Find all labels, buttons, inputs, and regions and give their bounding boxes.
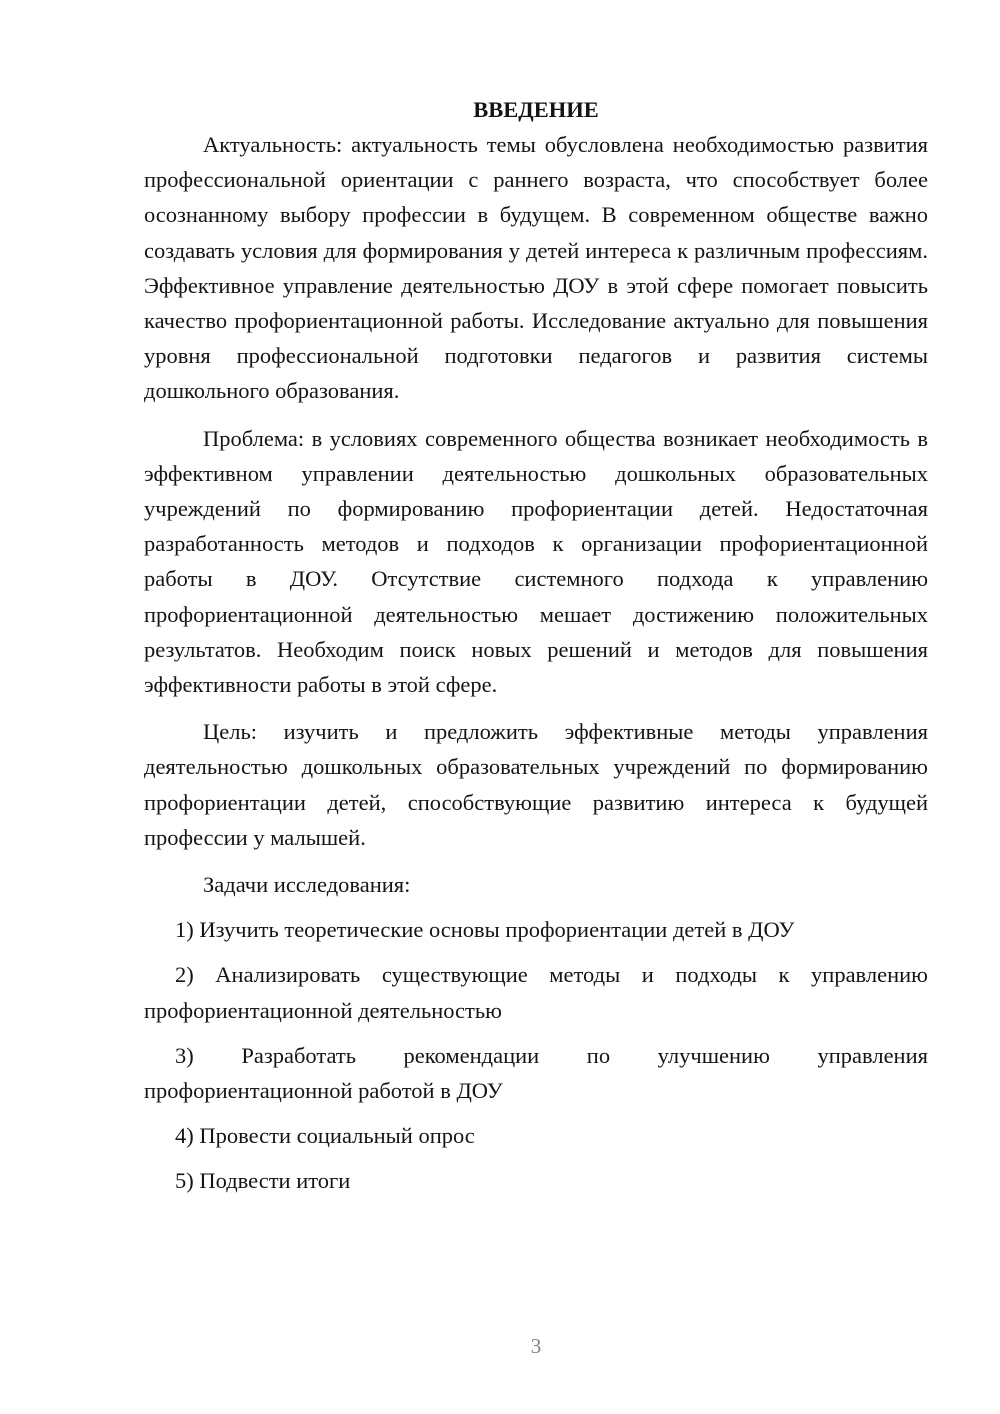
- task-item: 3) Разработать рекомендации по улучшению управления профориентационной работой в ДОУ: [144, 1042, 928, 1104]
- tasks-intro: Задачи исследования:: [203, 872, 411, 898]
- section-heading: ВВЕДЕНИЕ: [473, 97, 599, 122]
- task-item: 5) Подвести итоги: [175, 1168, 351, 1194]
- task-item: 4) Провести социальный опрос: [175, 1123, 475, 1149]
- page-number: 3: [530, 1334, 542, 1358]
- task-item: 1) Изучить теоретические основы профориентации детей в ДОУ: [175, 917, 795, 943]
- page-content: [144, 92, 928, 1199]
- goal-paragraph: Цель: изучить и предложить эффективные методы управления деятельностью дошкольных образовательных учреждений по формированию профориентации детей, способствующие развитию интереса к будущей профессии у малышей.: [144, 719, 928, 850]
- problem-paragraph: Проблема: в условиях современного общества возникает необходимость в эффективном управлении деятельностью дошкольных образовательных учреждений по формированию профориентации детей. Недостаточная разработанность методов и подходов к организации профориентационной работы в ДОУ. Отсутствие системного подхода к управлению профориентационной деятельностью мешает достижению положительных результатов. Необходим поиск новых решений и методов для повышения эффективности работы в этой сфере.: [144, 425, 928, 698]
- task-item: 2) Анализировать существующие методы и подходы к управлению профориентационной деятельностью: [144, 962, 928, 1023]
- relevance-paragraph: Актуальность: актуальность темы обусловлена необходимостью развития профессиональной ориентации с раннего возраста, что способствует более осознанному выбору профессии в будущем. В современном обществе важно создавать условия для формирования у детей интереса к различным профессиям. Эффективное управление деятельностью ДОУ в этой сфере помогает повысить качество профориентационной работы. Исследование актуально для повышения уровня профессиональной подготовки педагогов и развития системы дошкольного образования.: [144, 132, 928, 404]
